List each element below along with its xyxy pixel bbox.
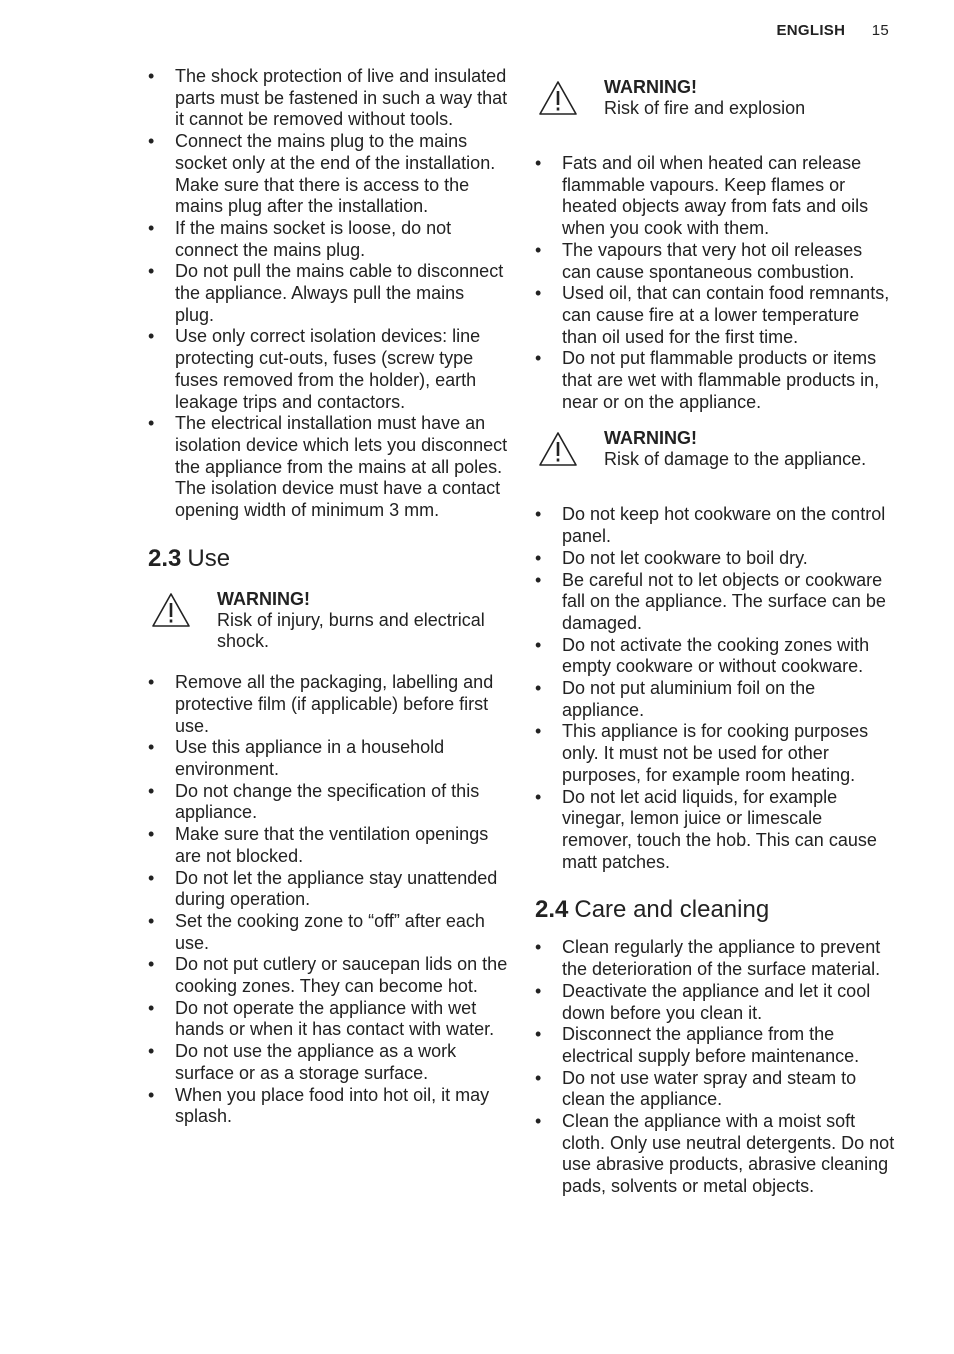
- warning-block-injury: [148, 588, 508, 653]
- list-item: • Used oil, that can contain food remnants, can cause fire at a lower temperature than oil used for the first time.: [535, 283, 895, 348]
- list-item: • Set the cooking zone to “off” after each use.: [148, 911, 508, 954]
- list-item: • Do not put flammable products or items that are wet with flammable products in, near or on the appliance.: [535, 348, 895, 413]
- list-item: • Do not let cookware to boil dry.: [535, 548, 895, 570]
- warning-triangle-icon: [538, 431, 578, 467]
- warning-text: Risk of damage to the appliance.: [604, 449, 867, 470]
- list-item: • Remove all the packaging, labelling and protective film (if applicable) before first use.: [148, 672, 508, 737]
- list-item: • Clean the appliance with a moist soft cloth. Only use neutral detergents. Do not use abrasive products, abrasive cleaning pads, solvents or metal objects.: [535, 1111, 895, 1198]
- right-column: [535, 66, 895, 1198]
- header-language: ENGLISH: [776, 22, 846, 39]
- warning-title: WARNING!: [604, 77, 697, 97]
- list-item: • Do not put cutlery or saucepan lids on the cooking zones. They can become hot.: [148, 954, 508, 997]
- section-number: 2.3: [148, 544, 182, 572]
- list-item: • The shock protection of live and insulated parts must be fastened in such a way that it cannot be removed without tools.: [148, 66, 508, 131]
- list-item: • The vapours that very hot oil releases can cause spontaneous combustion.: [535, 240, 895, 283]
- warning-block-damage: [535, 427, 895, 485]
- warning-text: Risk of fire and explosion: [604, 98, 806, 118]
- list-item: • Do not pull the mains cable to disconnect the appliance. Always pull the mains plug.: [148, 261, 508, 326]
- list-item: • Do not keep hot cookware on the control panel.: [535, 504, 895, 547]
- list-item: • Be careful not to let objects or cookware fall on the appliance. The surface can be damaged.: [535, 570, 895, 635]
- section-title: Care and cleaning: [574, 896, 770, 924]
- warning-triangle-icon: [538, 80, 578, 116]
- list-item: • This appliance is for cooking purposes only. It must not be used for other purposes, for example room heating.: [535, 721, 895, 786]
- warning-title: WARNING!: [217, 588, 310, 609]
- list-item: • Do not use the appliance as a work surface or as a storage surface.: [148, 1041, 508, 1084]
- warning-triangle-icon: [151, 592, 191, 628]
- warning-title: WARNING!: [604, 428, 697, 449]
- section-heading-care: [535, 895, 895, 925]
- list-item: • Disconnect the appliance from the electrical supply before maintenance.: [535, 1024, 895, 1067]
- list-item: • Do not change the specification of this appliance.: [148, 781, 508, 824]
- list-item: • Do not use water spray and steam to clean the appliance.: [535, 1068, 895, 1111]
- list-item: • Do not put aluminium foil on the appliance.: [535, 678, 895, 721]
- section-number: 2.4: [535, 896, 569, 924]
- list-item: • Make sure that the ventilation openings are not blocked.: [148, 824, 508, 867]
- care-bullet-list: [535, 937, 895, 1197]
- page-number: 15: [871, 22, 889, 39]
- list-item: • Use this appliance in a household environment.: [148, 737, 508, 780]
- section-title: Use: [187, 544, 231, 572]
- list-item: • Connect the mains plug to the mains socket only at the end of the installation. Make sure that there is access to the mains plug after the installation.: [148, 131, 508, 218]
- section-heading-use: [148, 544, 508, 574]
- warning-block-fire: [535, 76, 895, 134]
- left-column: [148, 66, 508, 1128]
- damage-bullet-list: [535, 504, 895, 873]
- list-item: • Deactivate the appliance and let it cool down before you clean it.: [535, 981, 895, 1024]
- list-item: • Fats and oil when heated can release flammable vapours. Keep flames or heated objects away from fats and oils when you cook with them.: [535, 153, 895, 240]
- list-item: • Do not let acid liquids, for example vinegar, lemon juice or limescale remover, touch the hob. This can cause matt patches.: [535, 787, 895, 874]
- page-header: [776, 22, 889, 39]
- list-item: • Use only correct isolation devices: line protecting cut-outs, fuses (screw type fuses removed from the holder), earth leakage trips and contactors.: [148, 326, 508, 413]
- list-item: • When you place food into hot oil, it may splash.: [148, 1085, 508, 1128]
- fire-bullet-list: [535, 153, 895, 413]
- list-item: • If the mains socket is loose, do not connect the mains plug.: [148, 218, 508, 261]
- list-item: • Do not activate the cooking zones with empty cookware or without cookware.: [535, 635, 895, 678]
- list-item: • Clean regularly the appliance to prevent the deterioration of the surface material.: [535, 937, 895, 980]
- warning-text: Risk of injury, burns and electrical shock.: [217, 609, 485, 652]
- list-item: • The electrical installation must have an isolation device which lets you disconnect the appliance from the mains at all poles. The isolation device must have a contact opening width of minimum 3 mm.: [148, 413, 508, 522]
- electrical-bullet-list: [148, 66, 508, 522]
- list-item: • Do not operate the appliance with wet hands or when it has contact with water.: [148, 998, 508, 1041]
- use-bullet-list: [148, 672, 508, 1128]
- list-item: • Do not let the appliance stay unattended during operation.: [148, 868, 508, 911]
